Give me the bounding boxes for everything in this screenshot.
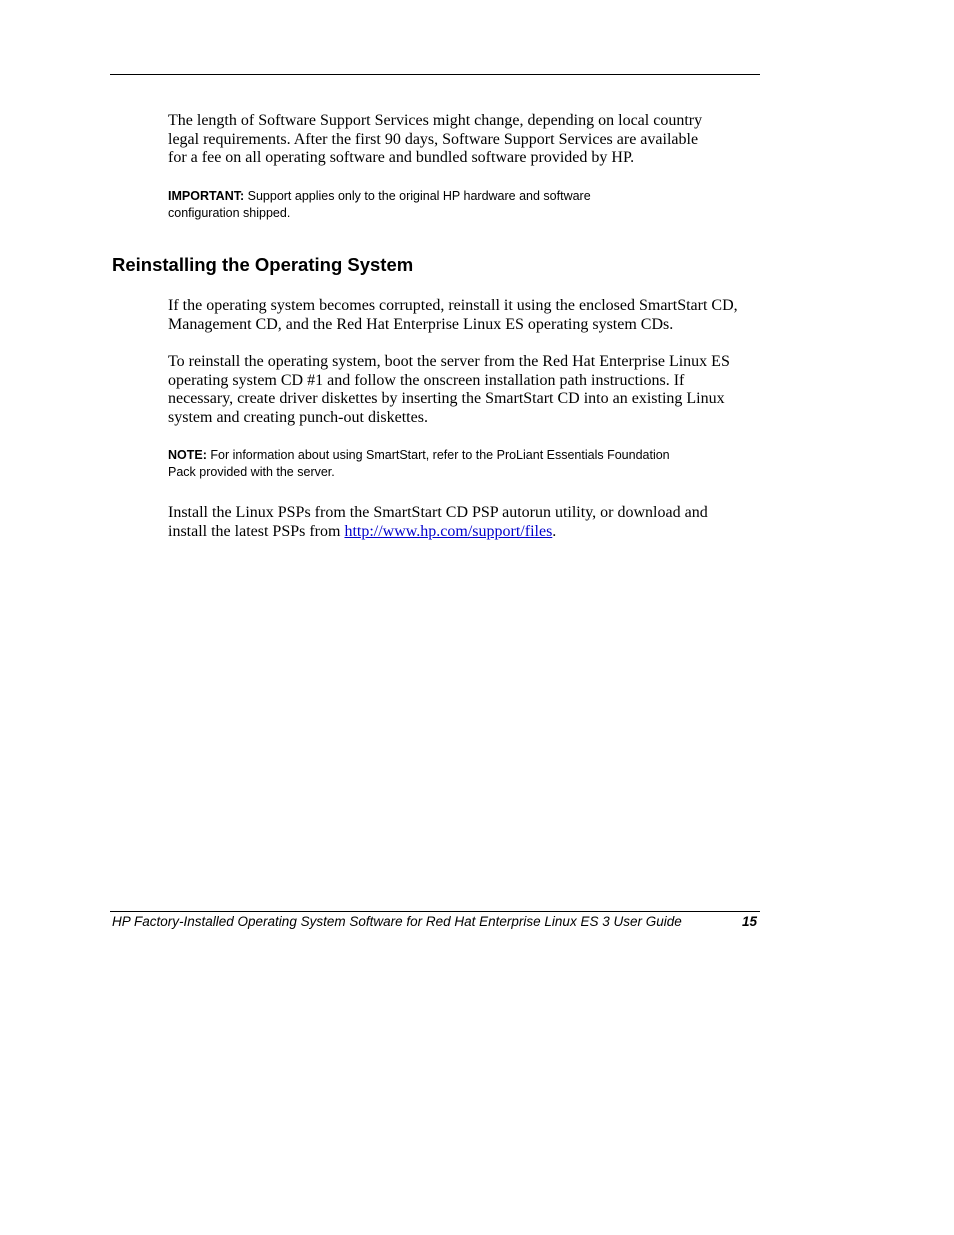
text-line: To reinstall the operating system, boot the server from the Red Hat Enterprise Linux ES [168,353,730,370]
section-heading: Reinstalling the Operating System [112,254,414,275]
header-rule [110,74,760,75]
note-text-continued: Pack provided with the server. [168,465,335,479]
text-line: If the operating system becomes corrupted, reinstall it using the enclosed SmartStart CD, [168,297,738,314]
text-line: necessary, create driver diskettes by inserting the SmartStart CD into an existing Linux [168,390,725,408]
important-note [168,188,591,222]
paragraph-corrupted [168,297,738,334]
page-number: 15 [742,914,758,929]
smartstart-note [168,447,670,481]
footer-guide-title: HP Factory-Installed Operating System Software for Red Hat Enterprise Linux ES 3 User Guide [112,914,682,929]
text-line: operating system CD #1 and follow the onscreen installation path instructions. If [168,371,685,389]
note-label: NOTE: [168,448,207,462]
text-line: for a fee on all operating software and bundled software provided by HP. [168,149,635,167]
important-text: Support applies only to the original HP hardware and software [244,189,591,203]
footer-rule [110,911,760,912]
paragraph-reinstall [168,353,730,428]
text-line: Install the Linux PSPs from the SmartStart CD PSP autorun utility, or download and [168,504,708,521]
text-line: The length of Software Support Services might change, depending on local country [168,112,703,129]
text-fragment: install the latest PSPs from [168,522,345,540]
text-line: Management CD, and the Red Hat Enterprise Linux ES operating system CDs. [168,315,674,333]
paragraph-support-length [168,112,702,168]
text-line: system and creating punch-out diskettes. [168,409,428,427]
text-line: legal requirements. After the first 90 days, Software Support Services are available [168,130,699,148]
important-label: IMPORTANT: [168,189,245,203]
note-text: For information about using SmartStart, refer to the ProLiant Essentials Foundation [206,448,670,462]
important-text-continued: configuration shipped. [168,206,291,220]
text-fragment: . [552,522,557,540]
paragraph-psp [168,504,708,541]
hp-support-files-link[interactable]: http://www.hp.com/support/files [344,522,553,540]
